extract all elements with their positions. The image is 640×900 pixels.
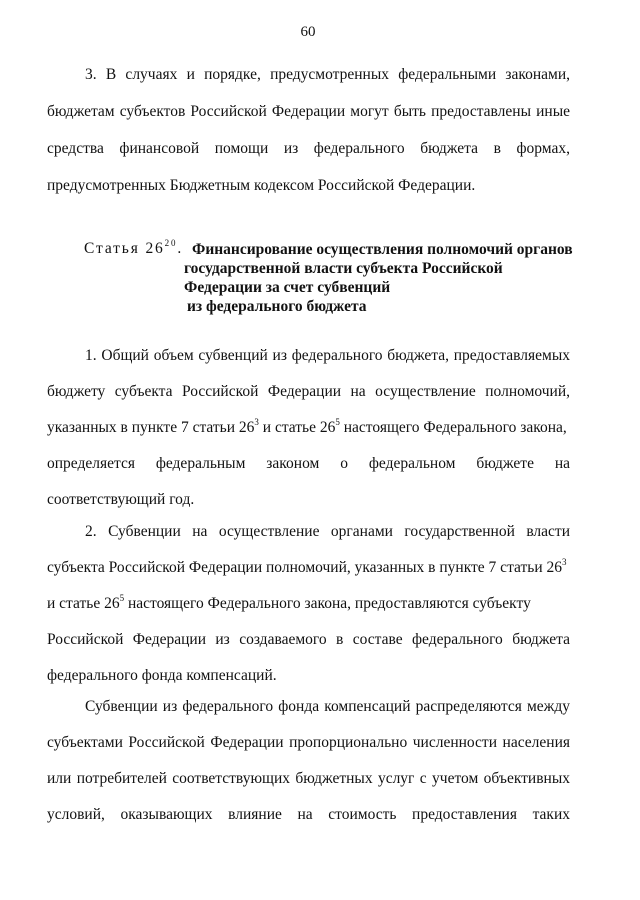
p2-line-2-sup: 3 (562, 557, 567, 567)
article-label-sup: 20 (164, 238, 178, 248)
para3-line-1: 3. В случаях и порядке, предусмотренных федеральными законами, (85, 66, 570, 83)
p2-line-3-b: настоящего Федерального закона, предоставляются субъекту (124, 595, 531, 612)
para3-line-4: предусмотренных Бюджетным кодексом Российской Федерации. (47, 177, 476, 194)
p1-line-3-b: и статье 26 (258, 419, 336, 436)
p1-line-3 (47, 419, 570, 437)
p3-line-4: условий, оказывающих влияние на стоимость предоставления таких (47, 806, 570, 823)
p2-line-3-sup: 5 (119, 593, 125, 603)
p2-line-3 (47, 595, 570, 613)
article-label-text: Статья 26 (84, 240, 165, 257)
page-number: 60 (300, 24, 316, 40)
article-title-line-3: Федерации за счет субвенций (184, 279, 391, 296)
p1-line-3-sup-2: 5 (335, 417, 340, 427)
p1-line-5: соответствующий год. (47, 491, 195, 508)
p2-line-5: федерального фонда компенсаций. (47, 667, 277, 684)
article-title-line-4: из федерального бюджета (187, 298, 367, 315)
p3-line-2: субъектами Российской Федерации пропорционально численности населения (47, 734, 570, 751)
p2-line-4: Российской Федерации из создаваемого в составе федерального бюджета (47, 631, 570, 648)
article-title (184, 240, 573, 316)
p1-line-4: определяется федеральным законом о федеральном бюджете на (47, 455, 570, 472)
p1-line-3-a: указанных в пункте 7 статьи 26 (47, 419, 255, 436)
p2-line-2 (47, 559, 570, 577)
p2-line-2-a: субъекта Российской Федерации полномочий, указанных в пункте 7 статьи 26 (47, 559, 563, 576)
article-label: Статья $26^{20}$. (84, 238, 184, 257)
p3-line-1: Субвенции из федерального фонда компенсаций распределяются между (85, 698, 570, 715)
p1-line-1: 1. Общий объем субвенций из федерального бюджета, предоставляемых (85, 347, 570, 364)
para3-line-2: бюджетам субъектов Российской Федерации могут быть предоставлены иные (47, 103, 570, 120)
p3-line-3: или потребителей соответствующих бюджетных услуг с учетом объективных (47, 770, 570, 787)
p2-line-1: 2. Субвенции на осуществление органами государственной власти (85, 523, 570, 540)
p1-line-3-sup-1: 3 (254, 417, 259, 427)
p1-line-2: бюджету субъекта Российской Федерации на осуществление полномочий, (47, 383, 570, 400)
p1-line-3-c: настоящего Федерального закона, (339, 419, 567, 436)
article-title-line-1: Финансирование осуществления полномочий органов (192, 241, 573, 258)
article-title-line-2: государственной власти субъекта Российской (184, 260, 503, 277)
p2-line-3-a: и статье 26 (47, 595, 120, 612)
para3-line-3: средства финансовой помощи из федерального бюджета в формах, (47, 140, 570, 157)
